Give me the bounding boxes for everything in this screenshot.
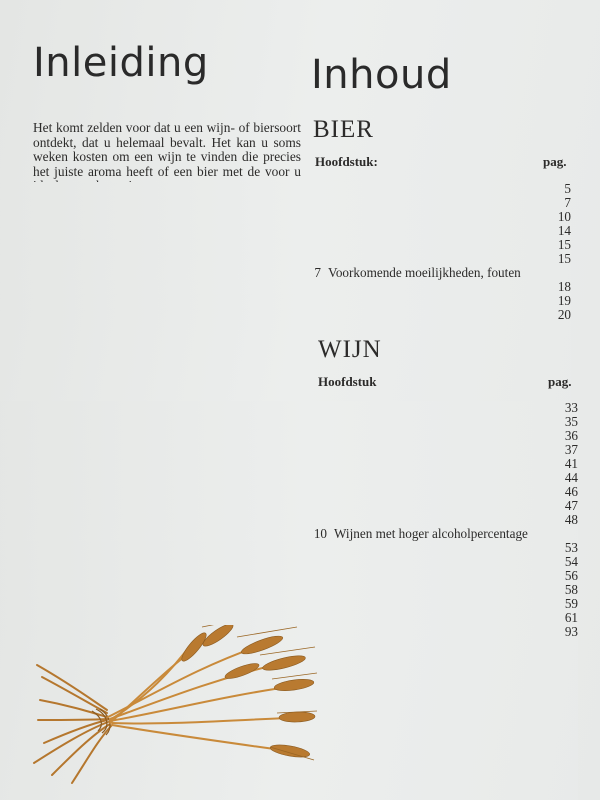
page-number: 18: [0, 280, 571, 800]
toc-entry: [313, 471, 578, 485]
toc-entry: [313, 457, 578, 471]
wijn-chapter-list: [313, 401, 578, 639]
page-number: 58: [0, 583, 578, 800]
page-number: 48: [0, 513, 578, 800]
toc-heading: Inhoud: [311, 52, 452, 98]
toc-entry: [313, 555, 578, 569]
page-number: 5: [0, 182, 571, 800]
page-label: pag.: [543, 154, 567, 169]
page-number: 93: [0, 625, 578, 800]
page-number: 19: [0, 294, 571, 800]
toc-entry: [307, 196, 571, 210]
toc-entry: [307, 266, 571, 294]
page-number: 47: [0, 499, 578, 800]
page-number: 10: [0, 210, 571, 800]
toc-entry: [313, 611, 578, 625]
toc-entry: [313, 583, 578, 597]
page-number: 46: [0, 485, 578, 800]
page-number: 15: [0, 252, 571, 800]
toc-entry: [313, 429, 578, 443]
page-number: 61: [0, 611, 578, 800]
toc-entry: [307, 210, 571, 224]
toc-entry: [313, 569, 578, 583]
toc-entry: [313, 485, 578, 499]
toc-entry: [313, 415, 578, 429]
toc-entry: [307, 294, 571, 308]
toc-entry: [313, 527, 578, 555]
intro-heading: Inleiding: [33, 40, 209, 86]
intro-paragraph: Het komt zelden voor dat u een wijn- of biersoort ontdekt, dat u helemaal bevalt. Het kan u soms weken kosten om een wijn te vinden die precies het juiste aroma heeft of een bier met de voor u: [33, 120, 301, 179]
page-number: 44: [0, 471, 578, 800]
toc-entry: [313, 513, 578, 527]
toc-entry: [313, 443, 578, 457]
chapter-label: Hoofdstuk: [318, 374, 377, 389]
page-number: 20: [0, 308, 571, 800]
toc-entry: [307, 238, 571, 252]
wheat-sheaf-icon: [32, 625, 317, 785]
chapter-number: 7: [314, 265, 321, 280]
page-number: 37: [0, 443, 578, 800]
page-number: 35: [0, 415, 578, 800]
toc-entry: [307, 224, 571, 238]
page-number: 53: [0, 541, 578, 800]
toc-entry: [307, 182, 571, 196]
bier-section-title: BIER: [313, 116, 374, 143]
toc-entry: [313, 499, 578, 513]
toc-entry: [313, 625, 578, 639]
toc-entry: [313, 597, 578, 611]
page-number: 56: [0, 569, 578, 800]
page-number: 15: [0, 238, 571, 800]
toc-entry: [307, 308, 571, 322]
page-number: 59: [0, 597, 578, 800]
chapter-label: Hoofdstuk:: [315, 154, 378, 169]
wijn-section-title: WIJN: [318, 336, 382, 363]
page-number: 54: [0, 555, 578, 800]
toc-entry: [307, 252, 571, 266]
chapter-title: Voorkomende moeilijkheden, fouten: [328, 265, 521, 280]
page-number: 14: [0, 224, 571, 800]
chapter-number: 10: [313, 526, 327, 541]
page-number: 36: [0, 429, 578, 800]
bier-chapter-list: [307, 182, 571, 322]
chapter-title: Wijnen met hoger alcoholpercentage: [334, 526, 528, 541]
page-number: 33: [0, 401, 578, 800]
page-number: 7: [0, 196, 571, 800]
page-label: pag.: [548, 374, 572, 389]
page-number: 41: [0, 457, 578, 800]
toc-entry: [313, 401, 578, 415]
